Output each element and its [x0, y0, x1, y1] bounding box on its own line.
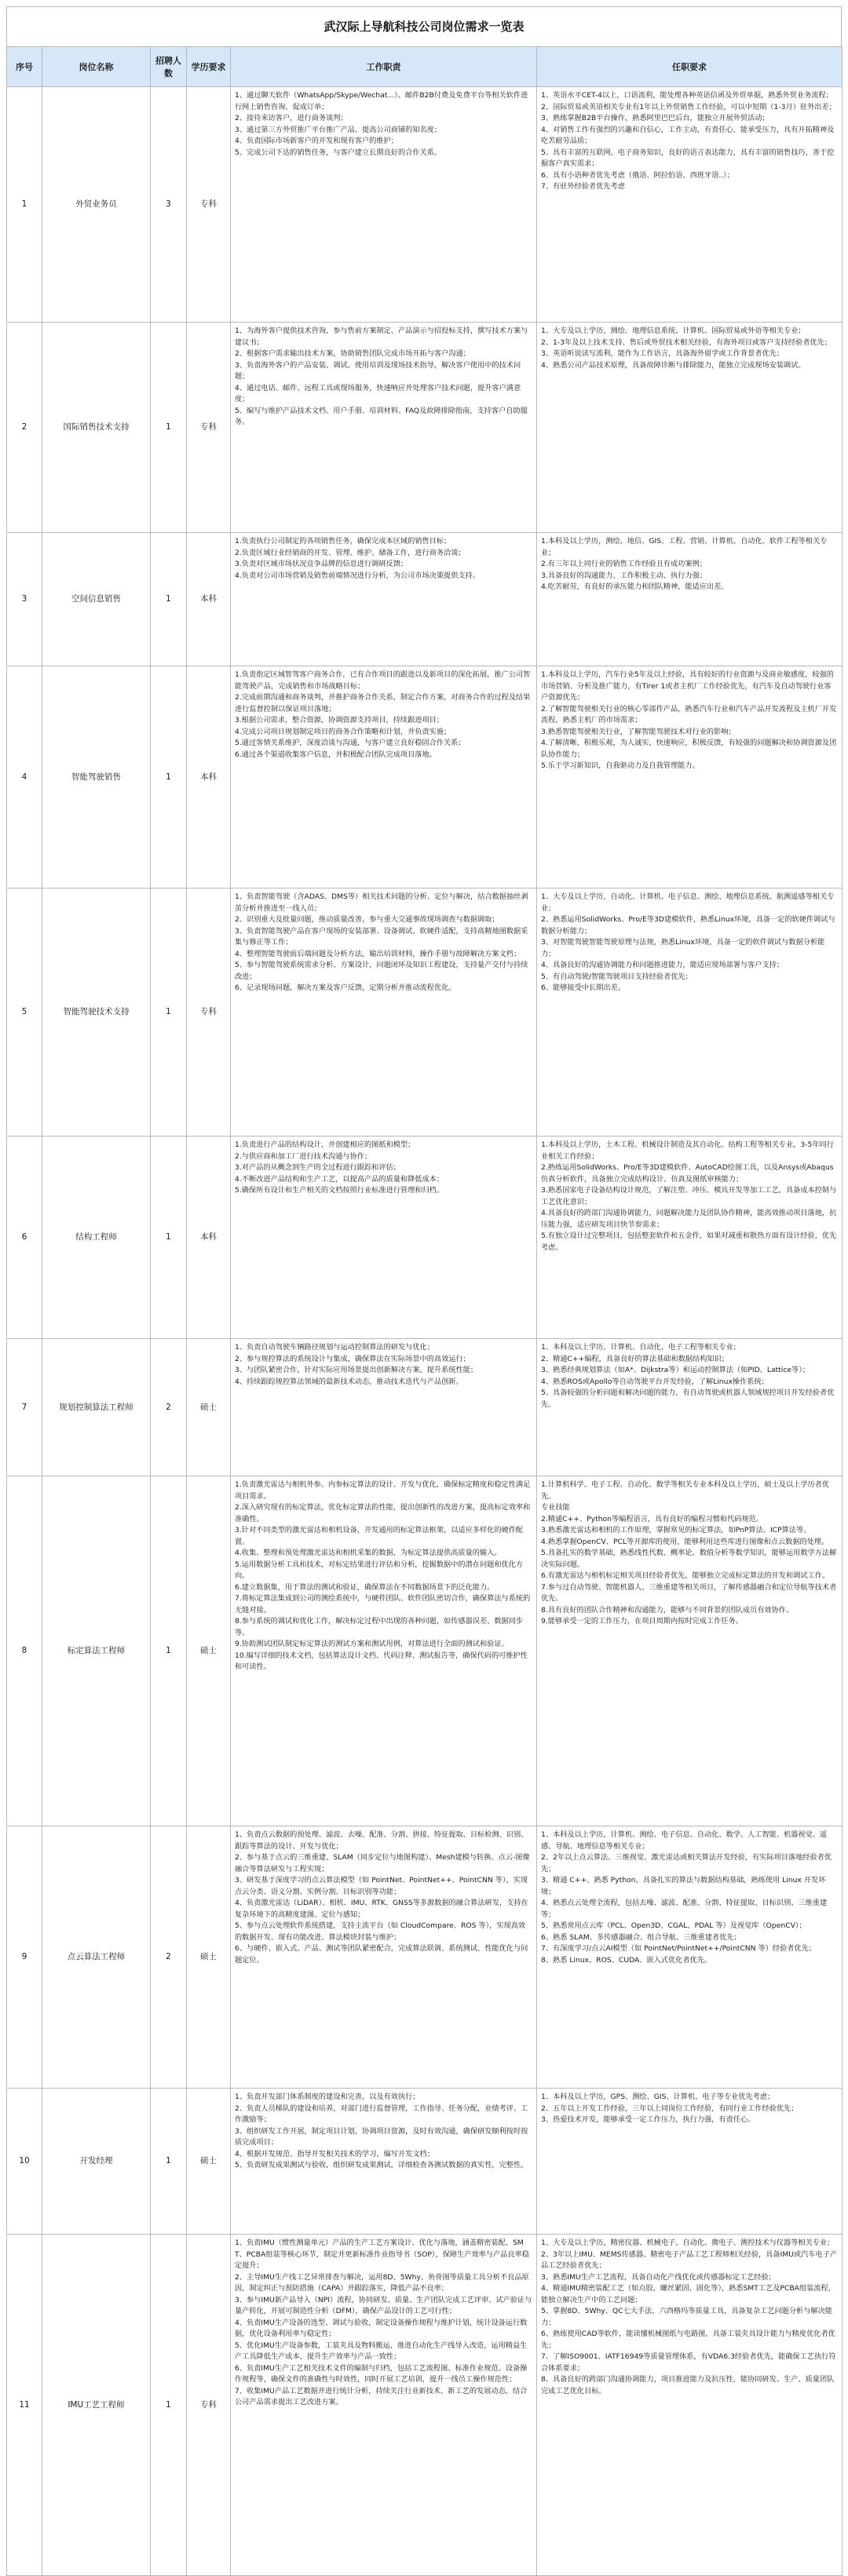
cell-seq: 2	[7, 323, 42, 533]
cell-count: 1	[151, 666, 187, 888]
cell-duties	[231, 2235, 537, 2576]
cell-seq: 5	[7, 888, 42, 1137]
cell-position: 点云算法工程师	[42, 1826, 151, 2089]
cell-position: 标定算法工程师	[42, 1476, 151, 1826]
table-row	[7, 1826, 843, 2089]
cell-duties	[231, 1476, 537, 1826]
cell-education: 专科	[187, 888, 231, 1137]
requirements-item: 2、2年以上点云算法、三维视觉、激光雷达或相关算法开发经验，有实际项目落地经验者优先；	[541, 1853, 832, 1874]
duties-item: 5、完成公司下达的销售任务，与客户建立长期良好的合作关系。	[235, 148, 442, 157]
requirements-item: 1.计算机科学、电子工程、自动化、数学等相关专业本科及以上学历，硕士及以上学历者优先。	[541, 1480, 830, 1501]
cell-count: 1	[151, 2089, 187, 2235]
cell-seq: 8	[7, 1476, 42, 1826]
requirements-item: 5.具备扎实的数学基础，熟悉线性代数、概率论、数值分析等数学知识，能够运用数学方法解决实际问题。	[541, 1549, 837, 1569]
cell-duties	[231, 533, 537, 666]
cell-seq: 7	[7, 1339, 42, 1476]
cell-count: 2	[151, 1826, 187, 2089]
requirements-item: 4.具备良好的跨部门沟通协调能力，问题解决能力及团队协作精神，能高效推动项目落地，抗压能力强，适应研发项目快节奏需求；	[541, 1209, 837, 1229]
duties-item: 5.运用数据分析工具和技术，对标定结果进行评估和分析，挖掘数据中的潜在问题和优化方向。	[235, 1560, 524, 1580]
duties-item: 3.对产品的从概念到生产的全过程进行跟踪和评估；	[235, 1163, 400, 1172]
duties-item: 4.负责对公司市场营销及销售前端情况进行分析，为公司市场决策提供支持。	[235, 571, 480, 580]
requirements-item: 1、本科及以上学历，GPS、测绘、GIS、计算机、电子等专业优先考虑；	[541, 2093, 775, 2101]
cell-education: 硕士	[187, 2089, 231, 2235]
requirements-item: 2、五年以上开发工作经验，三年以上同岗位工作经验，有同行业工作经验优先；	[541, 2103, 799, 2113]
duties-item: 5、参与智能驾驶系统需求分析、方案设计，问题闭环及知识工程建设，支持量产交付与持续改进；	[235, 961, 528, 981]
header-position: 岗位名称	[42, 47, 151, 87]
header-requirements: 任职要求	[537, 47, 843, 87]
requirements-item: 5.有独立设计过完整项目，包括整套软件和五金件，如果对减重和散热方面有设计经验，优先考虑。	[541, 1231, 837, 1252]
cell-duties	[231, 2089, 537, 2235]
requirements-item: 4、具备良好的沟通协调能力和问题推进能力，能适应现场部署与客户支持；	[541, 961, 784, 969]
cell-requirements	[537, 1137, 843, 1339]
duties-item: 3、与团队紧密合作，针对实际应用场景提出创新解决方案，提升系统性能；	[235, 1366, 478, 1374]
duties-item: 1、负责点云数据的预处理、滤波、去噪、配准、分割、拼接、特征提取、目标检测、识别、跟踪等算法的设计、开发与优化；	[235, 1830, 528, 1851]
requirements-item: 3、熟练掌握B2B平台操作，熟悉阿里巴巴后台，能独立开展外贸活动；	[541, 114, 769, 122]
requirements-item: 5、掌握8D、5Why、QC七大手法、六西格玛等质量工具，具备复杂工艺问题分析与解决能力；	[541, 2307, 832, 2327]
requirements-item: 7、有驻外经验者优先考虑	[541, 182, 625, 191]
duties-item: 4、持续跟踪规控算法领域的最新技术动态，推动技术迭代与产品创新。	[235, 1377, 463, 1386]
requirements-item: 8.具有良好的团队合作精神和沟通能力，能够与不同背景的团队成员有效协作。	[541, 1605, 794, 1615]
duties-item: 6.通过各个渠道收集客户信息，并积极配合团队完成项目落地。	[235, 750, 437, 759]
duties-item: 2.与供应商和加工厂进行技术沟通与协作；	[235, 1151, 372, 1161]
requirements-item: 6、熟练使用CAD等软件，能读懂机械图纸与电路图，具备工装夹具设计能力与精度优化者优先；	[541, 2330, 835, 2350]
cell-seq: 11	[7, 2235, 42, 2576]
duties-item: 7、收集IMU产品工艺数据并进行统计分析，持续关注行业新技术、新工艺的发展动态，结合公司产品需求提出工艺改进方案。	[235, 2386, 528, 2406]
cell-position: 外贸业务员	[42, 87, 151, 323]
table-row	[7, 1137, 843, 1339]
duties-item: 2、主导IMU生产线工艺异常排查与解决，运用8D、5Why、鱼骨图等质量工具分析不良品原因，制定纠正与预防措施（CAPA）并跟踪落实，降低产品不良率；	[235, 2272, 529, 2293]
cell-requirements	[537, 1476, 843, 1826]
job-table	[6, 46, 843, 2576]
requirements-item: 1、大专及以上学历，自动化、计算机、电子信息、测绘、地理信息系统、航测遥感等相关专业；	[541, 892, 835, 913]
duties-item: 4、负责激光雷达（LiDAR）、相机、IMU、RTK、GNSS等多源数据的融合算法研发，支持在复杂环境下的高精度建图、定位与感知；	[235, 1899, 528, 1919]
duties-item: 1、负责自动驾驶车辆路径规划与运动控制算法的研发与优化；	[235, 1343, 434, 1352]
duties-item: 1.负责指定区域智驾客户商务合作，已有合作项目的跟进以及新项目的深化拓展，推广公司智能驾驶产品，完成销售和市场战略目标；	[235, 670, 531, 691]
requirements-item: 3、熟悉经典规划算法（如A*、Dijkstra等）和运动控制算法（如PID、Lattice等）；	[541, 1366, 810, 1374]
job-table-body	[7, 87, 843, 2576]
cell-seq: 3	[7, 533, 42, 666]
requirements-item: 2.精通C++、Python等编程语言，具有良好的编程习惯和代码规范。	[541, 1514, 763, 1523]
cell-education: 本科	[187, 1137, 231, 1339]
requirements-item: 4.了解清晰、积极乐观，为人诚实，快速响应，积极反馈，有较强的问题解决和协调资源及团队协作能力；	[541, 739, 837, 759]
cell-education: 专科	[187, 323, 231, 533]
requirements-item: 1、本科及以上学历，计算机、测绘、电子信息、自动化、数学、人工智能、机器视觉、遥感、导航、地理信息等相关专业；	[541, 1830, 828, 1851]
requirements-item: 6.有激光雷达与相机标定相关项目经验者优先，能够独立完成标定算法的开发和调试工作。	[541, 1571, 830, 1580]
requirements-item: 7、了解ISO9001、IATF16949等质量管理体系，有VDA6.3经验者优先，能确保工艺执行符合体系要求；	[541, 2352, 836, 2373]
requirements-item: 5.乐于学习新知识，自我驱动力及自我管理能力。	[541, 761, 700, 770]
requirements-item: 3.具备良好的沟通能力、工作积极主动、执行力强；	[541, 571, 707, 580]
duties-item: 7.将标定算法集成到公司的测绘系统中，与硬件团队、软件团队密切合作，确保算法与系统的无缝对接。	[235, 1594, 531, 1615]
cell-position: 空间信息销售	[42, 533, 151, 666]
requirements-item: 3、对智能驾驶智能驾驶原理与法规，熟悉Linux环境，具备一定的软件调试与数据分析能力；	[541, 938, 825, 958]
duties-item: 2.负责区域行业经销商的开发、管理、维护、储备工作，进行商务洽谈；	[235, 548, 466, 557]
requirements-item: 7、有深度学习/点云AI模型（如 PointNet/PointNet++/PointCNN 等）经验者优先；	[541, 1944, 816, 1953]
cell-duties	[231, 888, 537, 1137]
job-requirements-sheet	[6, 6, 842, 2576]
requirements-item: 2、精通C++编程，具备良好的算法基础和数据结构知识；	[541, 1354, 729, 1363]
duties-item: 6、与硬件、嵌入式、产品、测试等团队紧密配合，完成算法联调、系统测试、性能优化与问题定位。	[235, 1944, 528, 1965]
header-duties: 工作职责	[231, 47, 537, 87]
requirements-item: 3、英语听说读写流利，能作为工作语言，具备海外留学或工作背景者优先；	[541, 349, 784, 358]
requirements-item: 3.熟悉智能驾驶相关行业，了解智能驾驶技术对行业的影响；	[541, 727, 736, 736]
table-row	[7, 1339, 843, 1476]
duties-item: 5、参与点云处理软件系统搭建，支持主流平台（如 CloudCompare、ROS 等），实现高效的数据开发、现有功能改进、算法模块封装与维护；	[235, 1921, 526, 1942]
cell-position: 规划控制算法工程师	[42, 1339, 151, 1476]
cell-education: 本科	[187, 533, 231, 666]
requirements-item: 5、有自动驾驶/智能驾驶项目支持经验者优先；	[541, 972, 693, 981]
duties-item: 3、负责海外客户的产品安装、调试、使用培训及现场技术指导，解决客户使用中的技术问题；	[235, 360, 521, 381]
table-row	[7, 87, 843, 323]
table-row	[7, 666, 843, 888]
requirements-item: 6、能够接受中长期出差。	[541, 983, 625, 992]
duties-item: 1.负责执行公司制定的各项销售任务，确保完成本区域的销售目标；	[235, 537, 451, 545]
page-title: 武汉际上导航科技公司岗位需求一览表	[6, 6, 842, 46]
requirements-item: 4、熟悉ROS或Apollo等自动驾驶平台开发经验，了解Linux操作系统；	[541, 1377, 769, 1386]
cell-position: 国际销售技术支持	[42, 323, 151, 533]
requirements-item: 8、具备良好的跨部门沟通协调能力，项目推进能力及抗压性，能协同研发、生产、质量团队完成工艺优化目标。	[541, 2375, 835, 2395]
requirements-item: 5、具备较强的分析问题和解决问题的能力，有自动驾驶或机器人领域规控项目开发经验者优先。	[541, 1388, 835, 1409]
table-row	[7, 323, 843, 533]
duties-item: 5.通过客情关系维护，深度洽谈与沟通，与客户建立良好稳固合作关系；	[235, 739, 466, 747]
table-row	[7, 1476, 843, 1826]
requirements-item: 4.吃苦耐劳，有良好的承压能力和团队精神，能适应出差。	[541, 582, 729, 591]
duties-item: 2、参与规控算法的系统设计与集成，确保算法在实际场景中的高效运行；	[235, 1354, 470, 1363]
cell-count: 3	[151, 87, 187, 323]
duties-item: 1、通过聊天软件（WhatsApp/Skype/Wechat...）、邮件B2B付费及免费平台等相关软件进行网上销售咨询、促成订单；	[235, 91, 528, 111]
cell-count: 1	[151, 2235, 187, 2576]
duties-item: 5、负责研发成果测试与验收，组织研发成果测试，详细检查各测试数据的真实性，完整性。	[235, 2161, 528, 2169]
duties-item: 1、负责IMU（惯性测量单元）产品的生产工艺方案设计、优化与落地，涵盖精密装配、SMT、PCBA组装等核心环节，制定并更新标准作业指导书（SOP），保障生产效率与产品良率稳定提升；	[235, 2238, 529, 2270]
duties-item: 4、根据开发规范、指导开发相关技术的学习，编写开发文档；	[235, 2149, 434, 2158]
requirements-item: 1.本科及以上学历，汽车行业5年及以上经验，具有较好的行业资源与及商业敏感度，较强的市场营销、分析及推广能力，有Tirer 1或者主机厂工作经验优先，有汽车及自动驾驶行业客户资源优先；	[541, 670, 834, 702]
duties-item: 8.参与系统的调试和优化工作，解决标定过程中出现的各种问题，如传感器误差、数据同步等。	[235, 1617, 524, 1637]
requirements-item: 3.熟悉国家电子设备结构设计规范，了解注塑、冲压、模具开发等加工工艺，具备成本控制与工艺优化意识；	[541, 1186, 837, 1206]
requirements-item: 1、本科及以上学历，计算机、自动化、电子工程等相关专业；	[541, 1343, 740, 1352]
cell-seq: 4	[7, 666, 42, 888]
requirements-item: 3、热爱技术开发，能够承受一定工作压力，执行力强，有责任心。	[541, 2115, 755, 2124]
duties-item: 2、参与基于点云的三维重建、SLAM（同步定位与地图构建）、Mesh建模与转换、点云-图像融合等算法研发与工程实现；	[235, 1853, 530, 1874]
header-education: 学历要求	[187, 47, 231, 87]
requirements-item: 6、具有小语种者优先考虑（俄语、阿拉伯语、西班牙语..）；	[541, 170, 734, 180]
table-row	[7, 888, 843, 1137]
cell-education: 硕士	[187, 1339, 231, 1476]
duties-item: 2.深入研究现有的标定算法，优化标定算法的性能，提出创新性的改进方案，提高标定效率和准确性。	[235, 1503, 531, 1523]
duties-item: 2、接待来访客户，进行商务谈判；	[235, 114, 348, 122]
cell-requirements	[537, 888, 843, 1137]
duties-item: 1、负责开发部门体系制度的建设和完善，以及有效执行；	[235, 2093, 420, 2101]
cell-requirements	[537, 87, 843, 323]
duties-item: 5、优化IMU生产设备参数，工装夹具及物料搬运，推进自动化生产线导入改造，运用精益生产工具降低生产成本，提升生产效率与产品一致性；	[235, 2341, 528, 2361]
cell-requirements	[537, 666, 843, 888]
cell-duties	[231, 1339, 537, 1476]
duties-item: 2.完成前期沟通和商务谈判，并推护商务合作关系，制定合作方案，对商务合作的过程及结果进行监督控制以保证项目落地；	[235, 693, 531, 713]
requirements-item: 4.熟悉掌握OpenCV、PCL等开源库的使用，能够利用这些库进行图像和点云数据的处理。	[541, 1537, 829, 1546]
duties-item: 1、负责智能驾驶（含ADAS、DMS等）相关技术问题的分析、定位与解决，结合数据抽丝剥茧分析并推进至一线人员；	[235, 892, 528, 913]
cell-count: 1	[151, 888, 187, 1137]
duties-item: 6、记录现场问题，解决方案及客户反馈，定期分析并推动流程优化。	[235, 983, 456, 992]
cell-position: 智能驾驶技术支持	[42, 888, 151, 1137]
requirements-item: 8、熟悉 Linux、ROS、CUDA、嵌入式优化者优先。	[541, 1955, 712, 1965]
duties-item: 3、参与IMU新产品导入（NPI）流程，协同研发、质量、生产团队完成工艺评审、试产验证与量产转化，开展可制造性分析（DFM），确保产品设计的工艺可行性；	[235, 2295, 532, 2315]
duties-item: 3、负责智能驾驶产品在客户现场的安装部署、设备调试、软硬件适配，支持高精地图数据采集与修正等工作；	[235, 926, 528, 947]
cell-duties	[231, 1826, 537, 2089]
duties-item: 4.收集、整理和预处理激光雷达和相机采集的数据，为标定算法提供高质量的输入。	[235, 1549, 502, 1557]
duties-item: 1、为海外客户提供技术咨询，参与售前方案制定、产品演示与招投标支持，撰写技术方案与建议书；	[235, 327, 528, 347]
requirements-item: 3.熟悉激光雷达和相机的工作原理，掌握常见的标定算法，如PnP算法、ICP算法等。	[541, 1526, 811, 1534]
cell-education: 专科	[187, 2235, 231, 2576]
duties-item: 6.建立数据集，用于算法的测试和验证，确保算法在不同数据场景下的泛化能力。	[235, 1582, 495, 1592]
cell-duties	[231, 666, 537, 888]
requirements-item: 2、熟悉运用SolidWorks、Pro/E等3D建模软件，熟悉Linux环境，具备一定的软硬件调试与数据分析能力；	[541, 915, 835, 936]
duties-item: 4.完成公司项目规划制定项目的商务合作策略和计划，并负责实施；	[235, 727, 451, 736]
requirements-item: 9.能够承受一定的工作压力，在项目周期内按时完成工作任务。	[541, 1617, 743, 1626]
requirements-item: 2.有三年以上同行业的销售工作经验且有成功案例；	[541, 560, 707, 568]
duties-item: 4、负责IMU生产设备的选型、调试与验收，制定设备操作规程与维护计划，统计设备运行数据，优化设备利用率与稳定性；	[235, 2318, 528, 2338]
requirements-item: 1、大专及以上学历，测绘、地理信息系统、计算机、国际贸易或外语等相关专业；	[541, 327, 806, 335]
cell-requirements	[537, 1826, 843, 2089]
requirements-item: 6、熟悉 SLAM、多传感器融合、组合导航、三维重建者优先；	[541, 1932, 741, 1942]
requirements-item: 7.参与过自动驾驶、智能机器人、三维重建等相关项目，了解传感器融合和定位导航等技术者优先。	[541, 1582, 837, 1603]
duties-item: 4.不断改进产品结构和生产工艺，以提高产品的质量和降低成本；	[235, 1174, 444, 1184]
requirements-item: 3、熟悉IMU生产工艺流程，具备自动化产线优化或传感器标定工艺经验；	[541, 2272, 776, 2282]
requirements-item: 5、熟悉常用点云库（PCL、Open3D、CGAL、PDAL 等）及视觉库（OpenCV）；	[541, 1921, 806, 1930]
requirements-item: 4、熟悉点云处理全流程，包括去噪、滤波、配准、分割、特征提取、目标识别、三维重建等；	[541, 1899, 828, 1919]
duties-item: 3、组织研发工作开展，制定项目计划，协调项目资源，及时有效沟通，确保研发顺利按时按质完成项目；	[235, 2126, 528, 2147]
header-seq: 序号	[7, 47, 42, 87]
cell-duties	[231, 1137, 537, 1339]
requirements-item: 4、熟悉公司产品技术原理，具备故障诊断与排除能力，能独立完成现场安装调试。	[541, 360, 806, 370]
cell-count: 1	[151, 1137, 187, 1339]
requirements-item: 2、3年以上IMU、MEMS传感器、精密电子产品工艺工程师相关经验，具备IMU或汽车电子产品工艺经验者优先；	[541, 2249, 838, 2270]
cell-count: 1	[151, 323, 187, 533]
requirements-item: 专业技能	[541, 1503, 570, 1512]
cell-seq: 9	[7, 1826, 42, 2089]
table-row	[7, 533, 843, 666]
requirements-item: 5、具有丰富的互联网，电子商务知识，良好的语言表达能力，具有丰富的销售技巧，善于挖掘客户真实需求；	[541, 148, 835, 168]
requirements-item: 1.本科及以上学历，测绘、地信、GIS、工程、营销、计算机、自动化、软件工程等相关专业；	[541, 537, 828, 557]
requirements-item: 4、精通IMU精密装配工艺（如点胶、螺丝紧固、固化等），熟悉SMT工艺及PCBA组装流程，能独立解决生产中的工艺问题；	[541, 2284, 835, 2304]
table-row	[7, 2235, 843, 2576]
cell-duties	[231, 87, 537, 323]
requirements-item: 4、对销售工作有强烈的兴趣和自信心，工作主动，有责任心，能承受压力，具有开拓精神及吃苦耐劳品质；	[541, 125, 835, 145]
cell-requirements	[537, 2089, 843, 2235]
cell-requirements	[537, 323, 843, 533]
duties-item: 10.编写详细的技术文档，包括算法设计文档、代码注释、测试报告等，确保代码的可维护性和可读性。	[235, 1651, 528, 1671]
cell-count: 1	[151, 1476, 187, 1826]
duties-item: 3.针对不同类型的激光雷达和相机设备，开发通用的标定算法框架，以适应多样化的硬件配置。	[235, 1526, 524, 1546]
requirements-item: 1、英语水平CET-4以上，口语流利，能处理各种英语信函及外贸单据，熟悉外贸业务流程；	[541, 91, 833, 100]
duties-item: 4、通过电话、邮件、远程工具或现场服务，快速响应并处理客户技术问题，提升客户满意度；	[235, 383, 521, 403]
requirements-item: 2、国际贸易或英语相关专业有1年以上外贸销售工作经验，可以中短期（1-3月）驻外出差；	[541, 102, 836, 111]
duties-item: 4、整理智能驾驶前后端问题及分析方法，输出培训材料，操作手册与故障解决方案文档；	[235, 949, 521, 958]
duties-item: 1.负责激光雷达与相机外参、内参标定算法的设计、开发与优化，确保标定精度和稳定性满足项目需求。	[235, 1480, 531, 1501]
requirements-item: 3、精通 C++、熟悉 Python，具备扎实的算法与数据结构基础，熟练使用 Linux 开发环境；	[541, 1876, 826, 1896]
duties-item: 3、研发基于深度学习的点云算法模型（如 PointNet、PointNet++、PointCNN 等），实现点云分类、语义分割、实例分割、目标识别等功能；	[235, 1876, 528, 1896]
cell-education: 硕士	[187, 1826, 231, 2089]
duties-item: 5.确保所有设计和生产相关的文档按照行业标准进行管理和归档。	[235, 1186, 444, 1195]
duties-item: 2、负责人员梯队的建设和培养，对部门进行监督管理，工作指导、任务分配，业绩考评、工作激励等；	[235, 2103, 528, 2124]
cell-education: 专科	[187, 87, 231, 323]
cell-position: IMU工艺工程师	[42, 2235, 151, 2576]
duties-item: 3.根据公司需求，整合资源，协调资源支持项目，持续跟进项目；	[235, 716, 444, 724]
duties-item: 4、负责国际市场新客户的开发和现有客户的维护；	[235, 137, 398, 145]
cell-seq: 1	[7, 87, 42, 323]
duties-item: 3.负责对区域市场状况竞争品牌的信息进行调研反馈；	[235, 560, 408, 568]
cell-requirements	[537, 533, 843, 666]
cell-count: 2	[151, 1339, 187, 1476]
requirements-item: 2.了解智能驾驶相关行业的核心零部件产品，熟悉汽车行业和汽车产品开发流程及主机厂开发流程，熟悉主机厂的市场需求；	[541, 704, 837, 724]
requirements-item: 2.熟练运用SolidWorks、Pro/E等3D建模软件、AutoCAD绘图工具，以及Ansys或Abaqus仿真分析软件，具备独立完成结构设计、仿真及图纸审核能力；	[541, 1163, 834, 1184]
cell-seq: 10	[7, 2089, 42, 2235]
duties-item: 2、识别重大及批量问题，推动质量改善，参与重大交通事故现场调查与数据调取；	[235, 915, 499, 924]
requirements-item: 1、大专及以上学历，精密仪器、机械电子、自动化、微电子、测控技术与仪器等相关专业；	[541, 2238, 835, 2247]
cell-requirements	[537, 2235, 843, 2576]
duties-item: 5、编写与维护产品技术文档、用户手册、培训材料、FAQ及故障排除指南，支持客户自助服务。	[235, 406, 528, 426]
duties-item: 1.负责进行产品的结构设计，并创建相应的图纸和模型；	[235, 1140, 415, 1149]
header-row	[7, 47, 843, 87]
duties-item: 6、负责IMU生产工艺相关技术文件的编制与归档，包括工艺流程图、标准作业规范、设备操作规程等，确保文件的准确性与时效性，同时开展工艺培训，提升一线员工操作规范性；	[235, 2363, 528, 2384]
duties-item: 3、通过第三方外贸推广平台推广产品，提高公司商铺的知名度；	[235, 125, 442, 134]
cell-seq: 6	[7, 1137, 42, 1339]
duties-item: 2、根据客户需求输出技术方案，协助销售团队完成市场开拓与客户沟通；	[235, 349, 470, 358]
table-row	[7, 2089, 843, 2235]
requirements-item: 1.本科及以上学历，土木工程、机械设计制造及其自动化、结构工程等相关专业，3-5年同行业相关工作经验；	[541, 1140, 834, 1161]
cell-position: 智能驾驶销售	[42, 666, 151, 888]
cell-requirements	[537, 1339, 843, 1476]
header-count: 招聘人数	[151, 47, 187, 87]
cell-position: 结构工程师	[42, 1137, 151, 1339]
requirements-item: 2、1-3年及以上技术支持、售后或外贸技术相关经验，有海外项目或客户支持经验者优先；	[541, 338, 832, 347]
cell-count: 1	[151, 533, 187, 666]
duties-item: 9.协助测试团队制定标定算法的测试方案和测试用例，对算法进行全面的测试和验证。	[235, 1640, 509, 1648]
cell-education: 硕士	[187, 1476, 231, 1826]
cell-position: 开发经理	[42, 2089, 151, 2235]
cell-duties	[231, 323, 537, 533]
cell-education: 本科	[187, 666, 231, 888]
